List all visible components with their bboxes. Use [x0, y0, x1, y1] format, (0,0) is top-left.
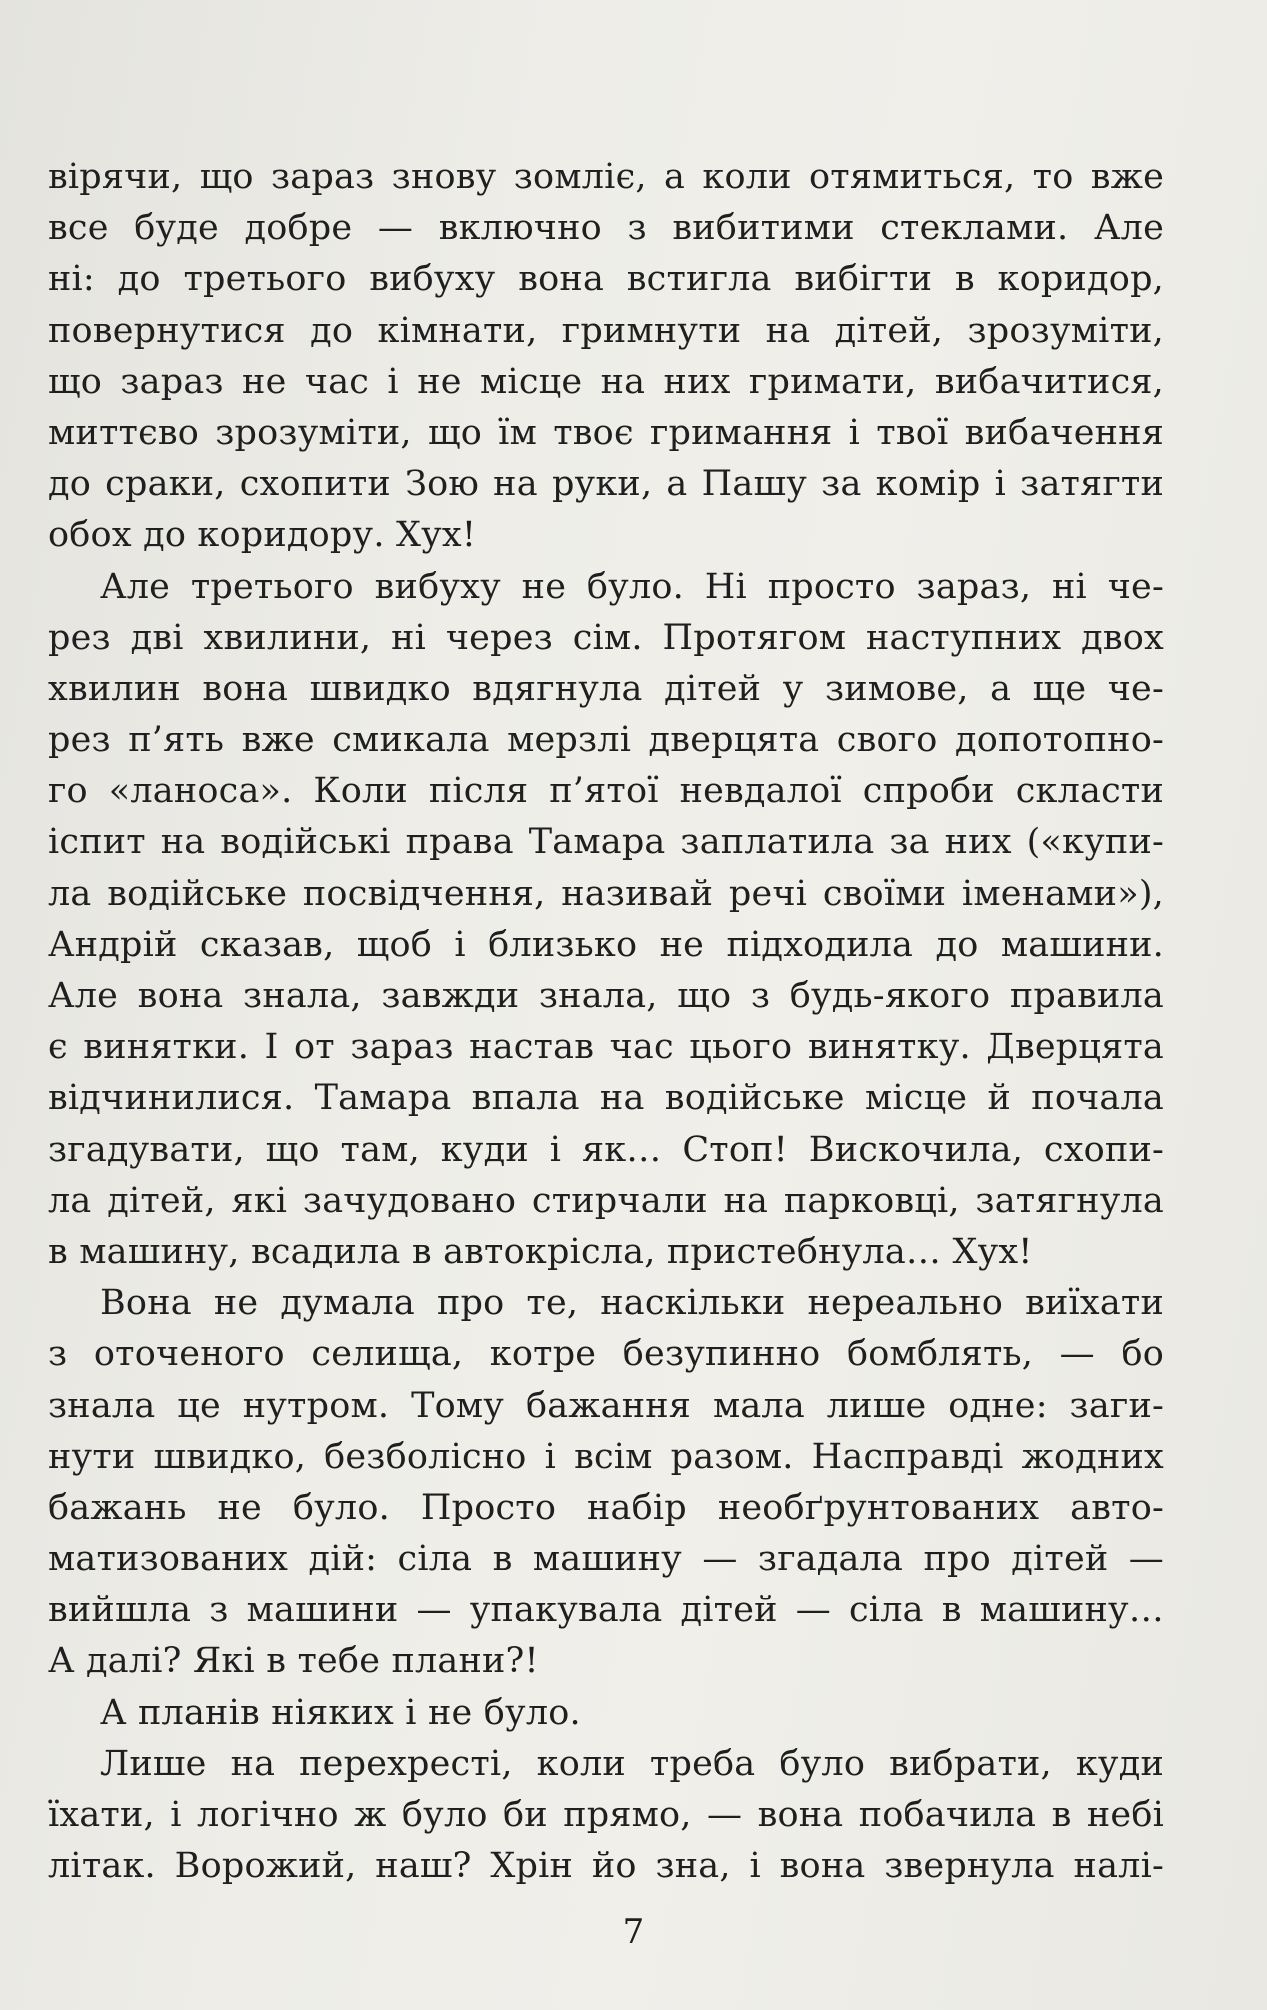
text-line: А планів ніяких і не було. — [100, 1692, 581, 1733]
text-line: відчинилися. Тамара впала на водійське місце й почала — [48, 1078, 1164, 1119]
text-line: Але вона знала, завжди знала, що з будь-якого правила — [48, 976, 1164, 1016]
text-line: ні: до третього вибуху вона встигла вибігти в коридор, — [48, 259, 1164, 300]
text-line: матизованих дій: сіла в машину — згадала про дітей — — [48, 1539, 1164, 1580]
body-text — [48, 152, 1164, 1892]
text-line: іспит на водійські права Тамара заплатила за них («купи- — [48, 822, 1164, 863]
text-line: А далі? Які в тебе плани?! — [48, 1641, 539, 1682]
text-line: повернутися до кімнати, гримнути на дітей, зрозуміти, — [48, 310, 1164, 351]
text-line: вірячи, що зараз знову зомліє, а коли отямиться, то вже — [48, 157, 1164, 197]
text-line: бажань не було. Просто набір необґрунтованих авто- — [48, 1487, 1164, 1528]
text-line: вийшла з машини — упакувала дітей — сіла в машину… — [48, 1590, 1164, 1631]
text-line: Вона не думала про те, наскільки нереально виїхати — [100, 1283, 1164, 1324]
text-line: все буде добре — включно з вибитими стеклами. Але — [48, 208, 1164, 249]
text-line: обох до коридору. Хух! — [48, 515, 477, 556]
text-line: з оточеного селища, котре безупинно бомблять, — бо — [48, 1334, 1164, 1375]
text-line: згадувати, що там, куди і як… Стоп! Вискочила, схопи- — [48, 1129, 1164, 1170]
text-line: їхати, і логічно ж було би прямо, — вона побачила в небі — [48, 1795, 1164, 1835]
text-line: літак. Ворожий, наш? Хрін йо зна, і вона звернула налі- — [48, 1846, 1164, 1887]
text-line: го «ланоса». Коли після п’ятої невдалої спроби скласти — [48, 771, 1164, 812]
text-line: в машину, всадила в автокрісла, пристебнула… Хух! — [48, 1231, 1033, 1272]
text-line: ла дітей, які зачудовано стирчали на парковці, затягнула — [48, 1180, 1164, 1221]
text-line: Андрій сказав, щоб і близько не підходила до машини. — [48, 924, 1164, 965]
text-line: до сраки, схопити Зою на руки, а Пашу за комір і затягти — [48, 464, 1164, 505]
text-line: миттєво зрозуміти, що їм твоє гримання і твої вибачення — [48, 412, 1164, 453]
text-line: знала це нутром. Тому бажання мала лише одне: заги- — [48, 1385, 1164, 1426]
text-line: ла водійське посвідчення, називай речі своїми іменами»), — [48, 873, 1164, 914]
text-line: рез п’ять вже смикала мерзлі дверцята свого допотопно- — [48, 720, 1164, 761]
text-line: хвилин вона швидко вдягнула дітей у зимове, а ще че- — [48, 668, 1164, 709]
page-number: 7 — [622, 1912, 645, 1952]
text-line: є винятки. І от зараз настав час цього винятку. Дверцята — [48, 1027, 1164, 1068]
text-line: Лише на перехресті, коли треба було вибрати, куди — [100, 1743, 1164, 1784]
text-line: Але третього вибуху не було. Ні просто зараз, ні че- — [100, 566, 1164, 607]
text-line: нути швидко, безболісно і всім разом. Насправді жодних — [48, 1436, 1164, 1477]
text-line: рез дві хвилини, ні через сім. Протягом наступних двох — [48, 617, 1164, 658]
text-line: що зараз не час і не місце на них гримати, вибачитися, — [48, 361, 1164, 402]
